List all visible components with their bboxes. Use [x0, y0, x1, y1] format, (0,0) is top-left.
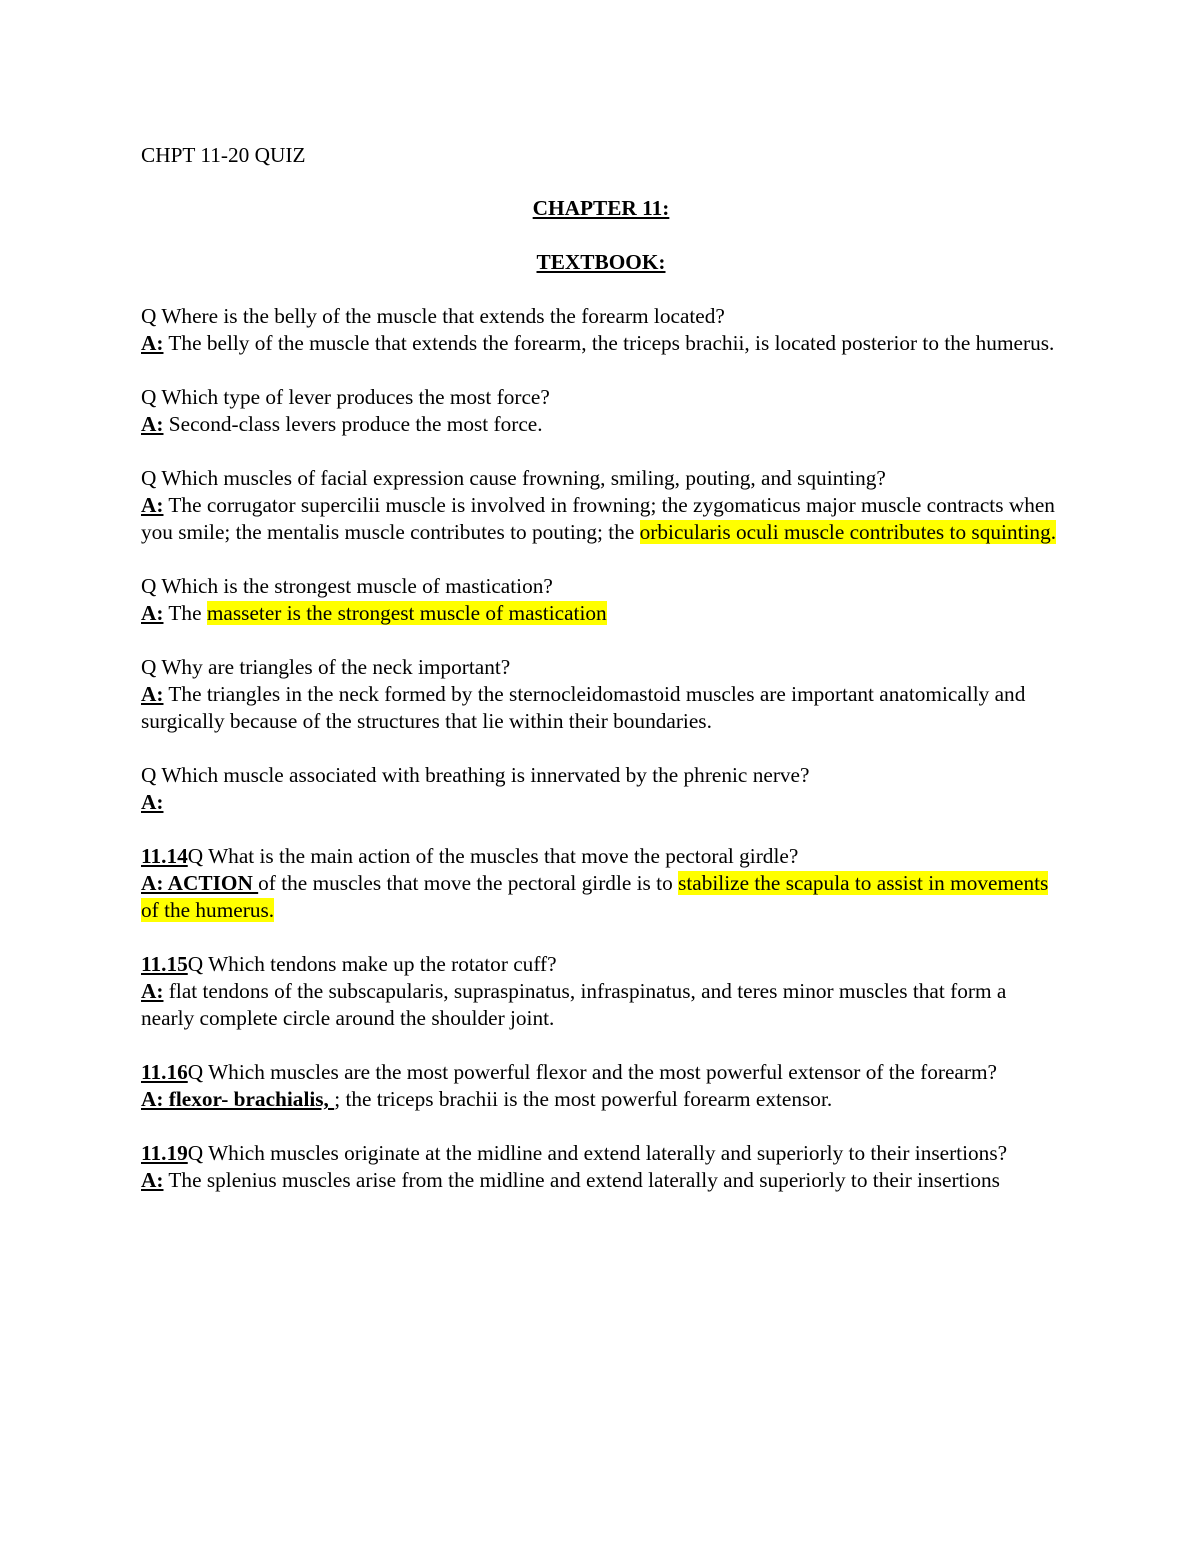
answer-label: A: — [141, 979, 164, 1003]
answer-line — [141, 681, 1061, 735]
answer-line — [141, 600, 1061, 627]
answer-text: ; the triceps brachii is the most powerful forearm extensor. — [334, 1087, 833, 1111]
qa-item — [141, 951, 1061, 1032]
question-text: Q Which is the strongest muscle of mastication? — [141, 574, 553, 598]
qa-item — [141, 303, 1061, 357]
document-title: CHPT 11-20 QUIZ — [141, 143, 306, 167]
chapter-heading: CHAPTER 11: — [532, 196, 670, 220]
answer-label: A: — [141, 790, 164, 814]
answer-label: A: — [141, 1168, 164, 1192]
answer-text: The corrugator supercilii muscle is involved in frowning; the zygomaticus major muscle contracts when you smile; the mentalis muscle contributes to pouting; the — [141, 493, 1055, 544]
answer-text: The belly of the muscle that extends the forearm, the triceps brachii, is located posterior to the humerus. — [163, 331, 1055, 355]
question-number: 11.19 — [141, 1141, 188, 1165]
question-text: Q Which tendons make up the rotator cuff? — [187, 952, 557, 976]
question-text: Q Which muscles of facial expression cause frowning, smiling, pouting, and squinting? — [141, 466, 886, 490]
answer-label: A: — [141, 331, 164, 355]
answer-line — [141, 492, 1061, 546]
answer-label: A: — [141, 601, 164, 625]
question-text: Q Why are triangles of the neck important? — [141, 655, 511, 679]
answer-text: The triangles in the neck formed by the sternocleidomastoid muscles are important anatomically and surgically because of the structures that lie within their boundaries. — [141, 682, 1026, 733]
answer-text: The splenius muscles arise from the midline and extend laterally and superiorly to their insertions — [163, 1168, 1000, 1192]
answer-text: flat tendons of the subscapularis, supraspinatus, infraspinatus, and teres minor muscles that form a nearly complete circle around the shoulder joint. — [141, 979, 1007, 1030]
question-number: 11.16 — [141, 1060, 188, 1084]
answer-highlight: orbicularis oculi muscle contributes to squinting. — [639, 520, 1057, 544]
answer-line — [141, 330, 1061, 357]
answer-highlight: stabilize the scapula to assist in movements of the humerus. — [141, 871, 1049, 922]
answer-text: The — [163, 601, 207, 625]
qa-item — [141, 762, 1061, 816]
answer-label: A: — [141, 412, 164, 436]
answer-line — [141, 870, 1061, 924]
question-number: 11.15 — [141, 952, 188, 976]
qa-item — [141, 843, 1061, 924]
question-text: Q What is the main action of the muscles that move the pectoral girdle? — [187, 844, 799, 868]
question-text: Q Which muscles originate at the midline and extend laterally and superiorly to their insertions? — [187, 1141, 1008, 1165]
answer-label: A: flexor- brachialis, — [141, 1087, 335, 1111]
section-heading: TEXTBOOK: — [536, 250, 666, 274]
question-line — [141, 951, 1061, 978]
qa-item — [141, 654, 1061, 735]
answer-label: A: — [141, 493, 164, 517]
question-text: Q Which muscle associated with breathing is innervated by the phrenic nerve? — [141, 763, 810, 787]
question-line — [141, 843, 1061, 870]
question-number: 11.14 — [141, 844, 188, 868]
qa-item — [141, 384, 1061, 438]
answer-text: Second-class levers produce the most force. — [163, 412, 543, 436]
answer-line — [141, 978, 1061, 1032]
answer-line — [141, 1086, 1061, 1113]
answer-text: of the muscles that move the pectoral girdle is to — [258, 871, 679, 895]
answer-highlight: masseter is the strongest muscle of mastication — [206, 601, 607, 625]
question-line — [141, 1140, 1061, 1167]
answer-line — [141, 411, 1061, 438]
document-page — [141, 142, 1061, 1221]
question-line — [141, 1059, 1061, 1086]
qa-item — [141, 1140, 1061, 1194]
answer-label: A: — [141, 682, 164, 706]
question-text: Q Which muscles are the most powerful flexor and the most powerful extensor of the forearm? — [187, 1060, 997, 1084]
question-text: Q Where is the belly of the muscle that extends the forearm located? — [141, 304, 725, 328]
qa-item — [141, 465, 1061, 546]
qa-item — [141, 1059, 1061, 1113]
answer-line — [141, 789, 1061, 816]
question-text: Q Which type of lever produces the most force? — [141, 385, 550, 409]
qa-item — [141, 573, 1061, 627]
answer-label: A: ACTION — [141, 871, 259, 895]
answer-line — [141, 1167, 1061, 1194]
